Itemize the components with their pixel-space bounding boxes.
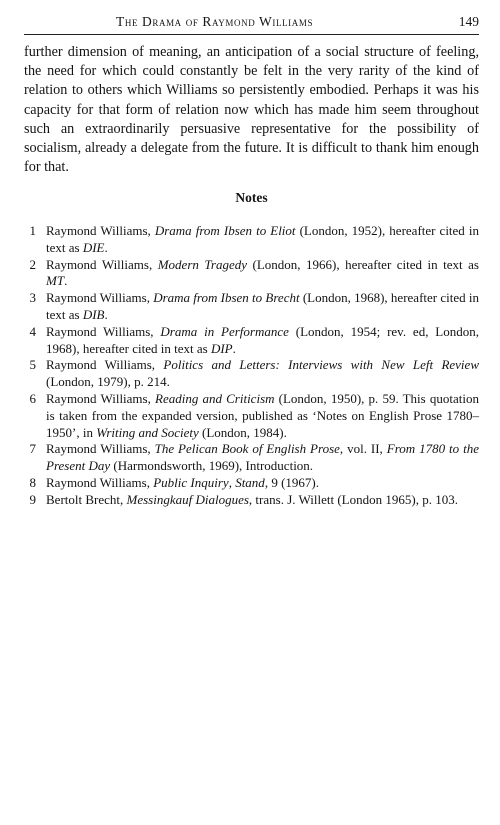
note-text: Raymond Williams, bbox=[46, 357, 164, 373]
note-item bbox=[24, 391, 479, 441]
note-text: (Harmondsworth, 1969), Introduction. bbox=[110, 458, 314, 474]
note-number: 8 bbox=[29, 474, 36, 490]
notes-list bbox=[24, 223, 479, 509]
note-item bbox=[24, 357, 479, 391]
note-title-italic: Politics and Letters: Interviews with New Left Review bbox=[163, 357, 479, 373]
note-title-italic: Drama in Performance bbox=[160, 323, 289, 339]
note-text: , bbox=[228, 474, 236, 490]
note-title-italic: The Pelican Book of English Prose bbox=[154, 441, 340, 457]
note-text: (London, 1954; rev. ed, London, 1968), hereafter cited in text as bbox=[46, 323, 479, 356]
note-title-italic: DIP bbox=[210, 340, 233, 356]
note-title-italic: Messingkauf Dialogues bbox=[126, 491, 249, 507]
note-text: . bbox=[104, 239, 108, 255]
page-number: 149 bbox=[458, 14, 479, 29]
note-title-italic: Drama from Ibsen to Eliot bbox=[154, 223, 296, 238]
note-title-italic: Modern Tragedy bbox=[157, 256, 247, 272]
note-item bbox=[24, 290, 479, 324]
note-title-italic: Drama from Ibsen to Brecht bbox=[153, 290, 300, 306]
note-text: , 9 (1967). bbox=[264, 474, 319, 490]
note-text: (London, 1950), p. 59. This quotation is taken from the expanded version, published as ‘Notes on English Prose 1780–1950’, in bbox=[46, 390, 479, 440]
note-number: 1 bbox=[29, 223, 36, 238]
note-number: 9 bbox=[29, 491, 36, 507]
note-text: Bertolt Brecht, bbox=[46, 491, 127, 507]
note-number: 3 bbox=[29, 290, 36, 306]
note-number: 6 bbox=[29, 390, 36, 406]
body-paragraph: further dimension of meaning, an anticipation of a social structure of feeling, the need for which could constantly be felt in the very rarity of the kind of relation to others which Williams so persistently embodied. Perhaps it was his capacity for that form of relation now which has made him seem throughout such an extraordinarily persuasive representative for the possibility of socialism, already a delegate from the future. It is difficult to thank him enough for that. bbox=[24, 44, 479, 176]
note-title-italic: DIB bbox=[82, 306, 105, 322]
note-text: (London, 1966), hereafter cited in text as bbox=[247, 256, 479, 272]
note-number: 5 bbox=[29, 357, 36, 373]
note-title-italic: MT bbox=[46, 273, 65, 289]
note-title-italic: From 1780 to the Present Day bbox=[46, 441, 479, 474]
note-text: , vol. II, bbox=[339, 441, 387, 457]
note-item bbox=[24, 223, 479, 257]
book-page bbox=[24, 0, 479, 825]
note-number: 2 bbox=[29, 256, 36, 272]
note-title-italic: Public Inquiry bbox=[153, 474, 229, 490]
note-text: (London, 1952), hereafter cited in text as bbox=[46, 223, 479, 255]
note-text: , trans. J. Willett (London 1965), p. 103. bbox=[248, 491, 458, 507]
notes-heading: Notes bbox=[235, 190, 268, 205]
note-item bbox=[24, 475, 479, 492]
note-title-italic: DIE bbox=[82, 239, 105, 255]
note-number: 7 bbox=[29, 441, 36, 457]
note-title-italic: Reading and Criticism bbox=[155, 390, 275, 406]
note-title-italic: Writing and Society bbox=[96, 424, 199, 440]
note-text: (London, 1984). bbox=[198, 424, 287, 440]
note-text: Raymond Williams, bbox=[46, 256, 158, 272]
note-number: 4 bbox=[29, 323, 36, 339]
note-text: Raymond Williams, bbox=[46, 323, 161, 339]
note-item bbox=[24, 441, 479, 475]
note-item bbox=[24, 257, 479, 291]
note-text: Raymond Williams, bbox=[46, 390, 155, 406]
note-text: (London, 1979), p. 214. bbox=[46, 374, 170, 390]
running-head bbox=[24, 12, 479, 35]
note-title-italic: Stand bbox=[235, 474, 265, 490]
note-item bbox=[24, 324, 479, 358]
note-text: Raymond Williams, bbox=[46, 474, 154, 490]
note-text: . bbox=[232, 340, 236, 356]
note-text: . bbox=[104, 306, 108, 322]
note-item bbox=[24, 492, 479, 509]
note-text: Raymond Williams, bbox=[46, 441, 155, 457]
running-title: The Drama of Raymond Williams bbox=[116, 14, 314, 29]
note-text: . bbox=[64, 273, 68, 289]
note-text: Raymond Williams, bbox=[46, 290, 154, 306]
note-text: (London, 1968), hereafter cited in text as bbox=[46, 290, 479, 322]
note-text: Raymond Williams, bbox=[46, 223, 155, 238]
